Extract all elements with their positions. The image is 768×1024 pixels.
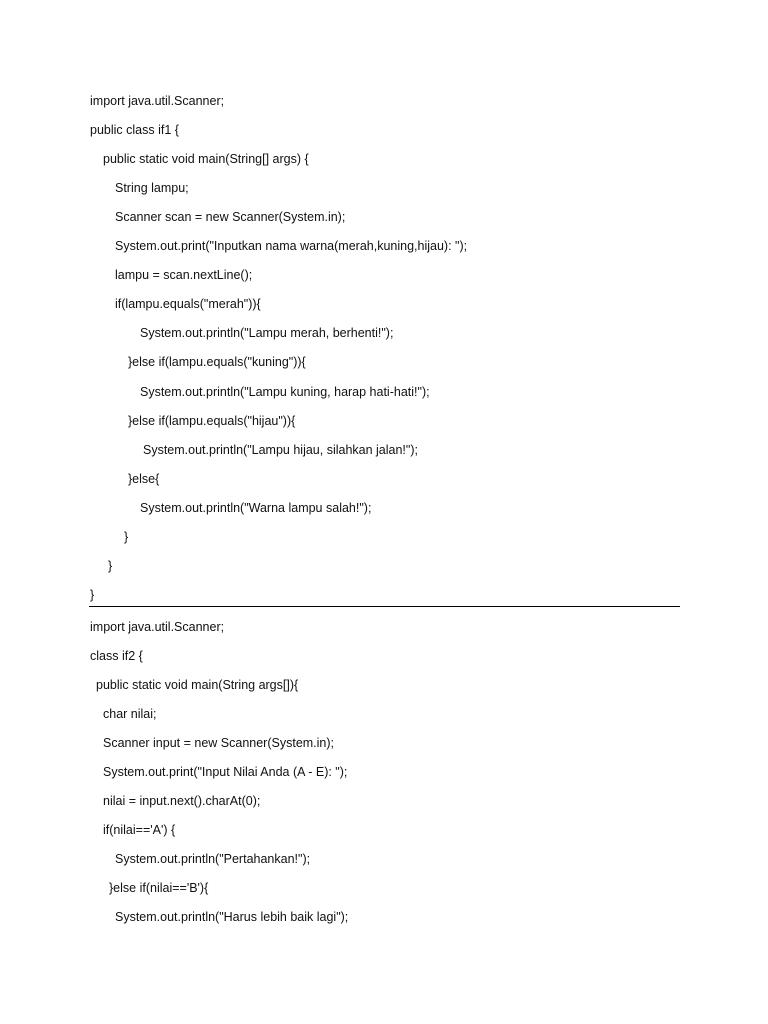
code-line: System.out.println("Pertahankan!");: [115, 852, 311, 866]
code-line: import java.util.Scanner;: [90, 620, 225, 634]
code-line: System.out.println("Harus lebih baik lagi");: [115, 910, 349, 924]
code-line: public static void main(String args[]){: [96, 678, 299, 692]
code-line: System.out.print("Input Nilai Anda (A - E): ");: [103, 765, 348, 779]
code-line: class if2 {: [90, 649, 143, 663]
code-line: }else{: [128, 472, 160, 486]
code-line: System.out.println("Warna lampu salah!");: [140, 501, 372, 515]
code-line: Scanner scan = new Scanner(System.in);: [115, 210, 346, 224]
code-line: lampu = scan.nextLine();: [115, 268, 253, 282]
code-line: }: [124, 530, 129, 544]
code-line: import java.util.Scanner;: [90, 94, 225, 108]
code-line: System.out.println("Lampu merah, berhenti!");: [140, 326, 394, 340]
code-line: public class if1 {: [90, 123, 179, 137]
code-line: Scanner input = new Scanner(System.in);: [103, 736, 335, 750]
code-line: System.out.println("Lampu hijau, silahkan jalan!");: [143, 443, 418, 457]
code-line: char nilai;: [103, 707, 157, 721]
code-line: }else if(lampu.equals("kuning")){: [128, 355, 306, 369]
code-line: }else if(lampu.equals("hijau")){: [128, 414, 296, 428]
code-line: nilai = input.next().charAt(0);: [103, 794, 261, 808]
code-line: }: [108, 559, 113, 573]
code-line: }: [90, 588, 95, 602]
section-divider: [89, 606, 680, 607]
code-line: System.out.println("Lampu kuning, harap hati-hati!");: [140, 385, 430, 399]
code-line: String lampu;: [115, 181, 189, 195]
code-line: public static void main(String[] args) {: [103, 152, 309, 166]
code-line: }else if(nilai=='B'){: [109, 881, 209, 895]
code-line: System.out.print("Inputkan nama warna(merah,kuning,hijau): ");: [115, 239, 468, 253]
code-line: if(nilai=='A') {: [103, 823, 176, 837]
code-line: if(lampu.equals("merah")){: [115, 297, 261, 311]
